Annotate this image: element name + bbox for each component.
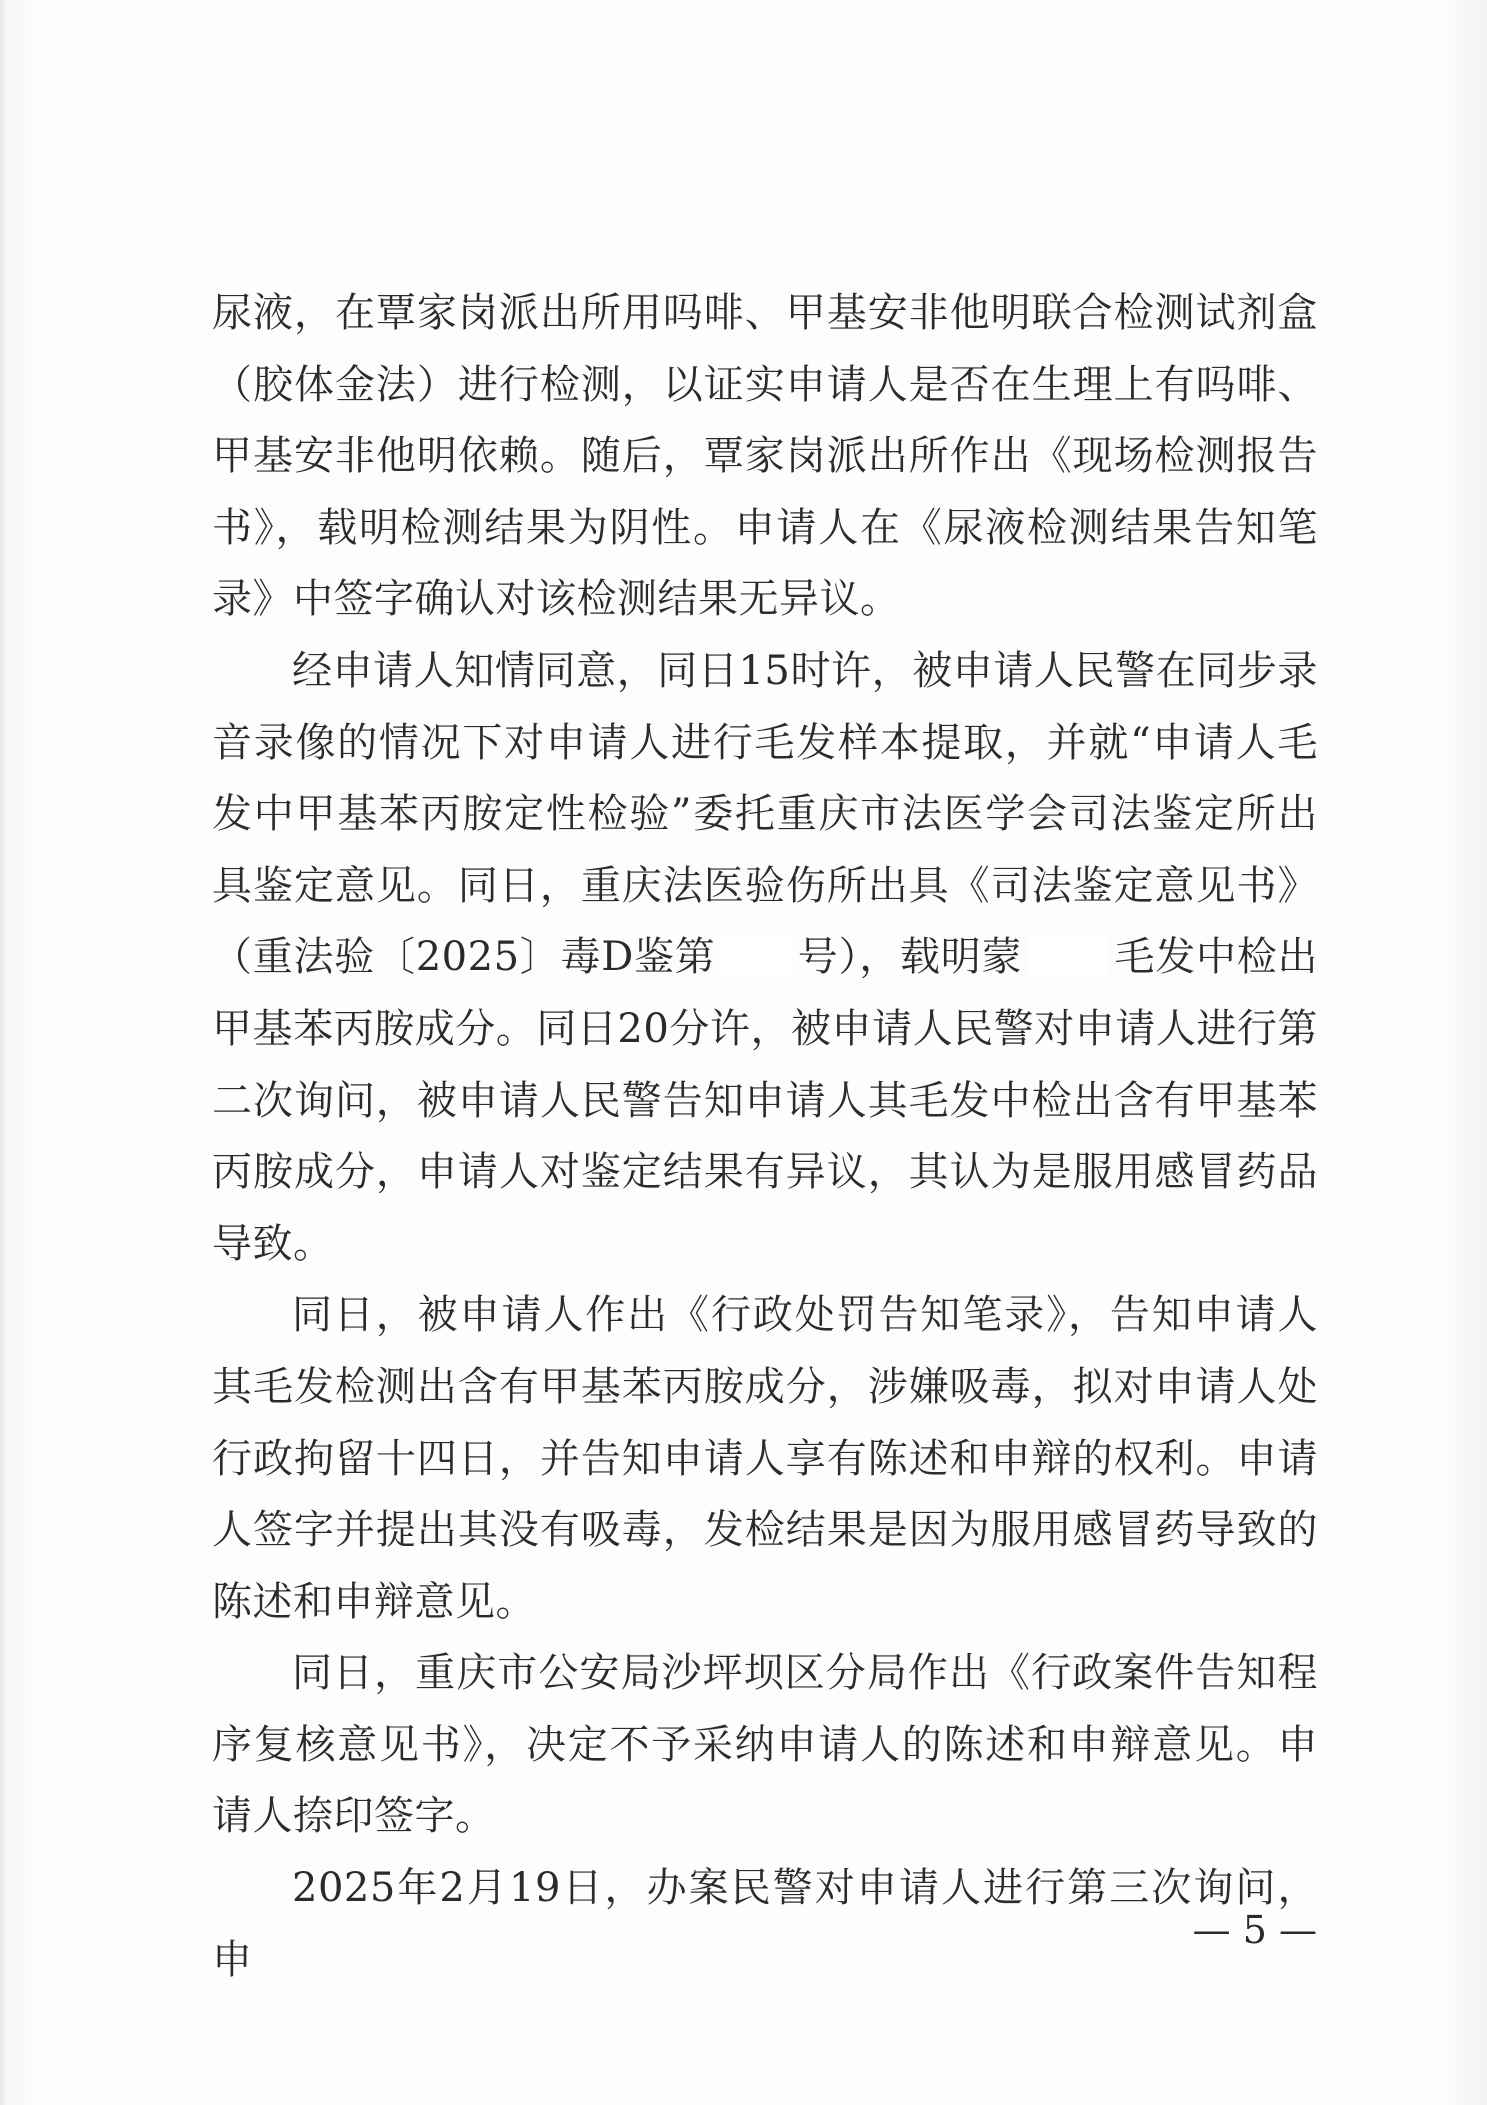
paragraph-1	[212, 278, 1318, 636]
redaction-box	[722, 934, 792, 978]
paragraph-4	[212, 1638, 1318, 1853]
paragraph-3	[212, 1280, 1318, 1638]
paragraph-2-text-b: 号），载明蒙	[797, 934, 1023, 981]
redaction-box	[1028, 934, 1108, 978]
paragraph-2	[212, 636, 1318, 1280]
paragraph-1-text: 尿液，在覃家岗派出所用吗啡、甲基安非他明联合检测试剂盒（胶体金法）进行检测，以证实申请人是否在生理上有吗啡、甲基安非他明依赖。随后，覃家岗派出所作出《现场检测报告书》，载明检测结果为阴性。申请人在《尿液检测结果告知笔录》中签字确认对该检测结果无异议。	[212, 290, 1318, 623]
paragraph-2-text-c: 毛发中检出甲基苯丙胺成分。同日20分许，被申请人民警对申请人进行第二次询问，被申请人民警告知申请人其毛发中检出含有甲基苯丙胺成分，申请人对鉴定结果有异议，其认为是服用感冒药品导致。	[212, 934, 1319, 1267]
paragraph-5	[212, 1853, 1318, 1996]
paragraph-5-text: 2025年2月19日，办案民警对申请人进行第三次询问，申	[212, 1865, 1318, 1983]
paragraph-4-text: 同日，重庆市公安局沙坪坝区分局作出《行政案件告知程序复核意见书》，决定不予采纳申请人的陈述和申辩意见。申请人捺印签字。	[212, 1650, 1318, 1840]
paragraph-3-text: 同日，被申请人作出《行政处罚告知笔录》，告知申请人其毛发检测出含有甲基苯丙胺成分，涉嫌吸毒，拟对申请人处行政拘留十四日，并告知申请人享有陈述和申辩的权利。申请人签字并提出其没有吸毒，发检结果是因为服用感冒药导致的陈述和申辩意见。	[212, 1292, 1318, 1625]
page-number: — 5 —	[1192, 1908, 1317, 1952]
scan-edge-shadow	[0, 0, 6, 2105]
document-body	[212, 278, 1318, 1996]
paragraph-2-text-a: 经申请人知情同意，同日15时许，被申请人民警在同步录音录像的情况下对申请人进行毛发样本提取，并就“申请人毛发中甲基苯丙胺定性检验”委托重庆市法医学会司法鉴定所出具鉴定意见。同日，重庆法医验伤所出具《司法鉴定意见书》（重法验〔2025〕毒D鉴第	[212, 647, 1318, 981]
